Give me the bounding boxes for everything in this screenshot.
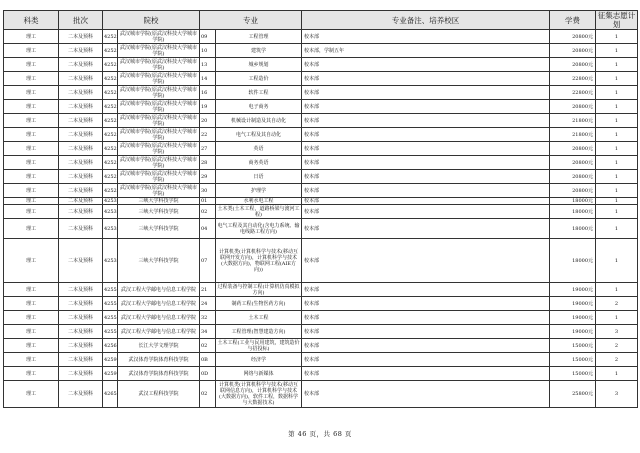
row-batch: 二本及预科 [59,311,103,325]
row-major-code: 0D [200,367,216,381]
table-row [4,239,638,283]
row-major: 过程装备与控制工程(计算机仿真模拟方向) [216,283,302,297]
row-major: 工程造价 [216,72,302,86]
row-major-code: 09 [200,30,216,44]
row-school: 长江大学文理学院 [118,339,200,353]
row-major: 计算机类(计算机科学与技术(移动互联网信息方向)，计算机科学与技术(大数据方向)，软件工程，数据科学与大数据技术) [216,381,302,408]
table-row [4,30,638,44]
table-row [4,205,638,219]
header-school: 院校 [103,11,200,30]
row-fee: 18000元 [550,198,596,205]
row-plan: 1 [596,114,638,128]
row-major-code: 0B [200,353,216,367]
row-school-code: 4259 [103,367,118,381]
page-footer: 第 46 页，共 68 页 [288,430,352,438]
row-fee: 18000元 [550,219,596,239]
row-fee: 19000元 [550,311,596,325]
row-major-code: 30 [200,184,216,198]
row-major-code: 07 [200,239,216,283]
row-school: 武汉工程大学邮电与信息工程学院 [118,283,200,297]
row-note: 校本部 [302,128,550,142]
row-plan: 1 [596,44,638,58]
row-school: 武汉工程大学邮电与信息工程学院 [118,325,200,339]
row-school-code: 4259 [103,353,118,367]
row-school-code: 4265 [103,381,118,408]
row-school: 武汉城市学院(原武汉科技大学城市学院) [118,128,200,142]
row-note: 校本部 [302,30,550,44]
table-row [4,114,638,128]
row-school: 武汉体育学院体育科技学院 [118,367,200,381]
row-batch: 二本及预科 [59,142,103,156]
row-school: 武汉城市学院(原武汉科技大学城市学院) [118,58,200,72]
table-header-row [4,11,638,30]
row-school-code: 4256 [103,339,118,353]
row-major-code: 24 [200,297,216,311]
row-category: 理工 [4,283,59,297]
row-note: 校本部 [302,239,550,283]
row-fee: 18000元 [550,205,596,219]
row-plan: 1 [596,184,638,198]
table-row [4,86,638,100]
row-school-code: 4252 [103,72,118,86]
row-fee: 21800元 [550,114,596,128]
row-plan: 1 [596,239,638,283]
row-batch: 二本及预科 [59,30,103,44]
row-batch: 二本及预科 [59,58,103,72]
table-row [4,156,638,170]
row-school: 武汉城市学院(原武汉科技大学城市学院) [118,44,200,58]
table-row [4,283,638,297]
row-fee: 15000元 [550,339,596,353]
row-school-code: 4252 [103,100,118,114]
row-major: 机械设计制造及其自动化 [216,114,302,128]
row-school-code: 4252 [103,30,118,44]
row-fee: 15000元 [550,367,596,381]
row-plan: 1 [596,170,638,184]
row-school: 三峡大学科技学院 [118,198,200,205]
row-category: 理工 [4,239,59,283]
row-major-code: 21 [200,283,216,297]
admission-table-sheet [3,10,637,408]
row-major-code: 29 [200,170,216,184]
row-school-code: 4252 [103,142,118,156]
row-note: 校本部 [302,156,550,170]
row-batch: 二本及预科 [59,86,103,100]
row-plan: 2 [596,339,638,353]
row-school: 三峡大学科技学院 [118,219,200,239]
row-major-code: 32 [200,311,216,325]
row-plan: 3 [596,325,638,339]
row-plan: 1 [596,283,638,297]
row-school-code: 4255 [103,325,118,339]
row-major: 英语 [216,142,302,156]
row-fee: 19000元 [550,297,596,311]
row-major-code: 19 [200,100,216,114]
table-row [4,198,638,205]
row-major: 土木工程(工业与民用建筑，建筑造价与招投标) [216,339,302,353]
table-body [4,30,638,408]
row-category: 理工 [4,184,59,198]
row-note: 校本部 [302,311,550,325]
row-plan: 1 [596,311,638,325]
row-batch: 二本及预科 [59,367,103,381]
row-school: 武汉城市学院(原武汉科技大学城市学院) [118,30,200,44]
row-major: 日语 [216,170,302,184]
row-category: 理工 [4,311,59,325]
row-school: 三峡大学科技学院 [118,239,200,283]
table-row [4,128,638,142]
row-category: 理工 [4,353,59,367]
row-batch: 二本及预科 [59,239,103,283]
row-note: 校本部 [302,114,550,128]
row-plan: 1 [596,367,638,381]
row-batch: 二本及预科 [59,205,103,219]
row-category: 理工 [4,30,59,44]
row-fee: 20800元 [550,170,596,184]
row-category: 理工 [4,325,59,339]
table-row [4,311,638,325]
row-school: 武汉城市学院(原武汉科技大学城市学院) [118,114,200,128]
row-batch: 二本及预科 [59,114,103,128]
row-fee: 15000元 [550,353,596,367]
row-fee: 25800元 [550,381,596,408]
row-category: 理工 [4,58,59,72]
row-category: 理工 [4,72,59,86]
row-fee: 20800元 [550,58,596,72]
row-note: 校本部 [302,58,550,72]
row-plan: 1 [596,205,638,219]
row-school-code: 4252 [103,170,118,184]
row-school-code: 4253 [103,239,118,283]
row-major: 土木类(土木工程，道路桥梁与渡河工程) [216,205,302,219]
row-plan: 1 [596,128,638,142]
row-major: 工程管理 [216,30,302,44]
row-batch: 二本及预科 [59,325,103,339]
row-note: 校本部 [302,339,550,353]
row-note: 校本部 [302,381,550,408]
row-note: 校本部 [302,72,550,86]
table-row [4,325,638,339]
row-batch: 二本及预科 [59,156,103,170]
row-fee: 20800元 [550,30,596,44]
row-plan: 1 [596,30,638,44]
row-major: 电子商务 [216,100,302,114]
row-category: 理工 [4,100,59,114]
row-major-code: 01 [200,198,216,205]
row-batch: 二本及预科 [59,170,103,184]
row-fee: 22800元 [550,72,596,86]
row-fee: 20800元 [550,184,596,198]
row-note: 校本部，学制五年 [302,44,550,58]
row-plan: 1 [596,142,638,156]
header-note: 专业备注、培养校区 [302,11,550,30]
row-school-code: 4253 [103,205,118,219]
row-school: 武汉工程大学邮电与信息工程学院 [118,297,200,311]
table-row [4,142,638,156]
row-fee: 18000元 [550,239,596,283]
row-school: 武汉城市学院(原武汉科技大学城市学院) [118,72,200,86]
row-school-code: 4253 [104,198,117,204]
row-major: 水利水电工程 [216,198,302,205]
row-note: 校本部 [302,170,550,184]
row-major: 工程管理(智慧建造方向) [216,325,302,339]
row-major: 土木工程 [216,311,302,325]
row-note: 校本部 [302,198,550,205]
table-row [4,353,638,367]
row-major-code: 16 [200,86,216,100]
row-category: 理工 [4,219,59,239]
row-batch: 二本及预科 [59,100,103,114]
row-batch: 二本及预科 [59,283,103,297]
row-note: 校本部 [302,297,550,311]
row-school: 武汉工程科技学院 [118,381,200,408]
row-fee: 20800元 [550,100,596,114]
row-fee: 21800元 [550,128,596,142]
row-major: 建筑学 [216,44,302,58]
row-major: 经济学 [216,353,302,367]
row-school: 武汉城市学院(原武汉科技大学城市学院) [118,142,200,156]
table-row [4,367,638,381]
row-note: 校本部 [302,219,550,239]
row-major-code: 10 [200,44,216,58]
row-school-code: 4255 [103,283,118,297]
row-plan: 1 [596,86,638,100]
row-category: 理工 [4,381,59,408]
row-school: 武汉城市学院(原武汉科技大学城市学院) [118,100,200,114]
row-category: 理工 [4,156,59,170]
table-row [4,297,638,311]
row-batch: 二本及预科 [59,72,103,86]
row-fee: 20800元 [550,156,596,170]
row-school-code: 4255 [103,311,118,325]
row-plan: 2 [596,353,638,367]
row-fee: 19000元 [550,325,596,339]
row-school: 三峡大学科技学院 [118,205,200,219]
row-note: 校本部 [302,283,550,297]
row-plan: 1 [596,100,638,114]
row-category: 理工 [4,170,59,184]
row-fee: 22800元 [550,86,596,100]
row-school: 武汉城市学院(原武汉科技大学城市学院) [118,170,200,184]
table-row [4,381,638,408]
row-fee: 20800元 [550,142,596,156]
row-category: 理工 [4,86,59,100]
table-row [4,44,638,58]
table-row [4,219,638,239]
row-school-code: 4252 [103,58,118,72]
row-school: 武汉城市学院(原武汉科技大学城市学院) [118,184,200,198]
row-batch: 二本及预科 [59,339,103,353]
row-plan: 1 [596,72,638,86]
row-major-code: 02 [200,381,216,408]
row-batch: 二本及预科 [59,219,103,239]
row-note: 校本部 [302,142,550,156]
table-row [4,170,638,184]
row-major-code: 34 [200,325,216,339]
row-major-code: 28 [200,156,216,170]
row-school-code: 4252 [103,86,118,100]
row-note: 校本部 [302,205,550,219]
row-major: 电气工程及其自动化 [216,128,302,142]
header-plan: 征集志愿计划 [596,11,638,30]
row-category: 理工 [4,128,59,142]
row-category: 理工 [4,339,59,353]
row-note: 校本部 [302,325,550,339]
row-plan: 1 [596,198,638,205]
table-row [4,58,638,72]
row-school: 武汉体育学院体育科技学院 [118,353,200,367]
row-plan: 3 [596,381,638,408]
row-major: 网络与新媒体 [216,367,302,381]
row-school-code: 4252 [103,114,118,128]
row-school-code: 4253 [103,219,118,239]
table-row [4,100,638,114]
row-category: 理工 [4,114,59,128]
row-category: 理工 [4,44,59,58]
row-major: 计算机类(计算机科学与技术(移动互联网开发方向)，计算机科学与技术(大数据方向)，物联网工程(AIE方向)) [216,239,302,283]
row-school: 武汉城市学院(原武汉科技大学城市学院) [118,156,200,170]
row-major-code: 27 [200,142,216,156]
row-school-code: 4252 [103,184,118,198]
row-batch: 二本及预科 [59,184,103,198]
row-batch: 二本及预科 [59,198,103,205]
row-batch: 二本及预科 [59,44,103,58]
row-category: 理工 [4,297,59,311]
row-plan: 2 [596,297,638,311]
row-batch: 二本及预科 [59,353,103,367]
row-plan: 1 [596,156,638,170]
table-row [4,184,638,198]
row-batch: 二本及预科 [59,297,103,311]
row-major-code: 04 [200,219,216,239]
row-school-code: 4252 [103,44,118,58]
table-row [4,339,638,353]
row-school-code: 4252 [103,128,118,142]
row-category: 理工 [4,205,59,219]
row-major: 商务英语 [216,156,302,170]
row-major-code: 22 [200,128,216,142]
row-school-code: 4255 [103,297,118,311]
row-batch: 二本及预科 [59,128,103,142]
row-note: 校本部 [302,86,550,100]
header-fee: 学费 [550,11,596,30]
row-major: 城乡规划 [216,58,302,72]
row-note: 校本部 [302,367,550,381]
row-major-code: 20 [200,114,216,128]
row-major: 软件工程 [216,86,302,100]
row-major-code: 02 [200,339,216,353]
row-category: 理工 [4,367,59,381]
row-category: 理工 [4,198,59,205]
table-row [4,72,638,86]
row-major: 制药工程(生物医药方向) [216,297,302,311]
row-major: 护理学 [216,184,302,198]
row-major: 电气工程及其自动化(含电力系统、输电线路工程方向) [216,219,302,239]
row-major-code: 13 [200,58,216,72]
header-major: 专业 [200,11,302,30]
row-note: 校本部 [302,100,550,114]
admission-table [3,10,638,408]
row-major-code: 02 [200,205,216,219]
row-note: 校本部 [302,353,550,367]
row-category: 理工 [4,142,59,156]
row-fee: 19000元 [550,283,596,297]
row-note: 校本部 [302,184,550,198]
row-fee: 20800元 [550,44,596,58]
row-batch: 二本及预科 [59,381,103,408]
row-plan: 1 [596,219,638,239]
header-category: 科类 [4,11,59,30]
row-school: 武汉城市学院(原武汉科技大学城市学院) [118,86,200,100]
row-school: 武汉工程大学邮电与信息工程学院 [118,311,200,325]
header-batch: 批次 [59,11,103,30]
row-major-code: 14 [200,72,216,86]
row-plan: 1 [596,58,638,72]
row-school-code: 4252 [103,156,118,170]
